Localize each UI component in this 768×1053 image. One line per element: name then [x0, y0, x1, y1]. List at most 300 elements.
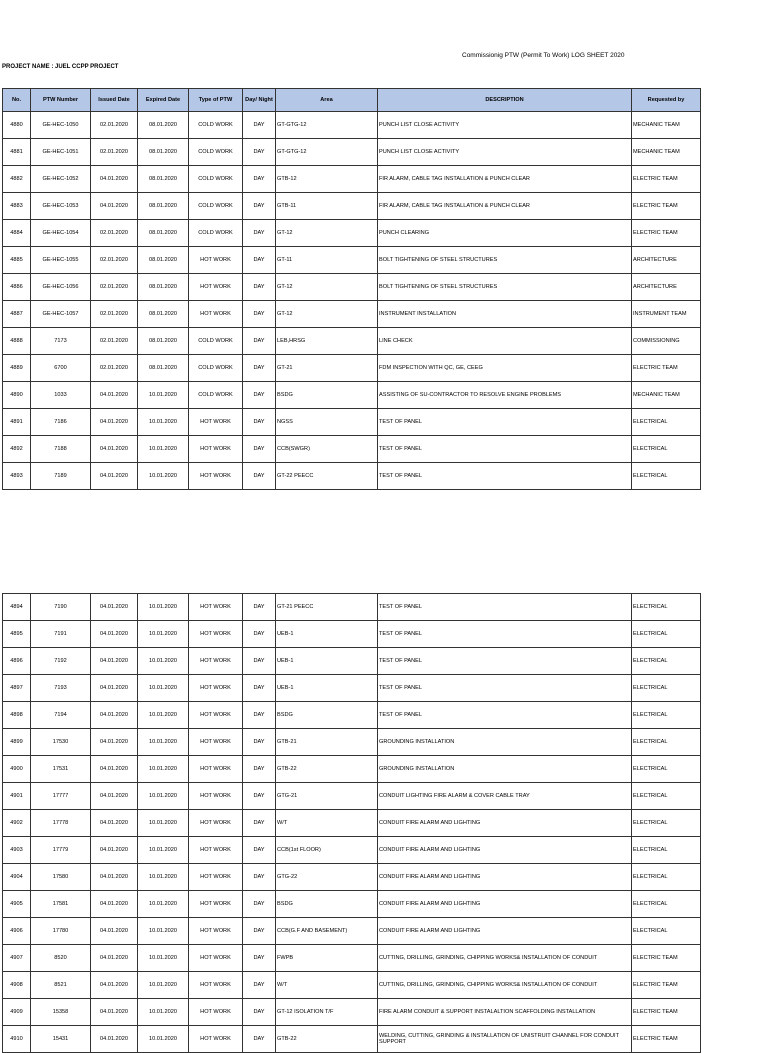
cell-day-night: DAY: [243, 193, 276, 220]
table-row: [3, 139, 701, 166]
header-type-of-ptw: Type of PTW: [189, 89, 243, 112]
cell-expired-date: 08.01.2020: [138, 166, 189, 193]
cell-type-of-ptw: COLD WORK: [189, 355, 243, 382]
cell-no: 4888: [3, 328, 31, 355]
cell-expired-date: 08.01.2020: [138, 220, 189, 247]
cell-requested-by: ELECTRIC TEAM: [632, 945, 701, 972]
cell-expired-date: 10.01.2020: [138, 702, 189, 729]
table-row: [3, 891, 701, 918]
ptw-log-table-top: [2, 88, 701, 490]
cell-no: 4893: [3, 463, 31, 490]
cell-requested-by: ELECTRIC TEAM: [632, 166, 701, 193]
table-row: [3, 112, 701, 139]
cell-area: GT-GTG-12: [276, 112, 378, 139]
cell-no: 4890: [3, 382, 31, 409]
cell-type-of-ptw: COLD WORK: [189, 139, 243, 166]
table-row: [3, 729, 701, 756]
table-row: [3, 675, 701, 702]
cell-description: PUNCH LIST CLOSE ACTIVITY: [378, 112, 632, 139]
cell-type-of-ptw: HOT WORK: [189, 837, 243, 864]
table-row: [3, 301, 701, 328]
cell-type-of-ptw: COLD WORK: [189, 220, 243, 247]
cell-issued-date: 02.01.2020: [91, 355, 138, 382]
cell-area: GT-11: [276, 247, 378, 274]
cell-type-of-ptw: HOT WORK: [189, 810, 243, 837]
cell-ptw-number: 17780: [31, 918, 91, 945]
cell-expired-date: 08.01.2020: [138, 193, 189, 220]
table-row: [3, 436, 701, 463]
cell-day-night: DAY: [243, 220, 276, 247]
cell-requested-by: INSTRUMENT TEAM: [632, 301, 701, 328]
cell-type-of-ptw: HOT WORK: [189, 594, 243, 621]
cell-description: FIR ALARM, CABLE TAG INSTALLATION & PUNCH CLEAR: [378, 193, 632, 220]
cell-type-of-ptw: HOT WORK: [189, 918, 243, 945]
table-row: [3, 274, 701, 301]
cell-ptw-number: 17530: [31, 729, 91, 756]
cell-expired-date: 10.01.2020: [138, 891, 189, 918]
cell-day-night: DAY: [243, 382, 276, 409]
table-row: [3, 945, 701, 972]
cell-type-of-ptw: COLD WORK: [189, 328, 243, 355]
cell-issued-date: 04.01.2020: [91, 891, 138, 918]
cell-issued-date: 02.01.2020: [91, 301, 138, 328]
cell-area: GT-GTG-12: [276, 139, 378, 166]
cell-ptw-number: 17580: [31, 864, 91, 891]
cell-ptw-number: 17779: [31, 837, 91, 864]
cell-expired-date: 10.01.2020: [138, 621, 189, 648]
cell-issued-date: 04.01.2020: [91, 382, 138, 409]
cell-requested-by: ELECTRICAL: [632, 436, 701, 463]
cell-no: 4882: [3, 166, 31, 193]
cell-area: NGSS: [276, 409, 378, 436]
cell-ptw-number: 8521: [31, 972, 91, 999]
cell-description: CONDUIT FIRE ALARM AND LIGHTING: [378, 810, 632, 837]
cell-requested-by: ELECTRICAL: [632, 864, 701, 891]
cell-issued-date: 04.01.2020: [91, 463, 138, 490]
cell-type-of-ptw: COLD WORK: [189, 166, 243, 193]
cell-day-night: DAY: [243, 436, 276, 463]
header-area: Area: [276, 89, 378, 112]
cell-description: INSTRUMENT INSTALLATION: [378, 301, 632, 328]
cell-description: ASSISTING OF SU-CONTRACTOR TO RESOLVE ENGINE PROBLEMS: [378, 382, 632, 409]
cell-description: CUTTING, DRILLING, GRINDING, CHIPPING WORKS& INSTALLATION OF CONDUIT: [378, 945, 632, 972]
cell-day-night: DAY: [243, 166, 276, 193]
cell-requested-by: ELECTRICAL: [632, 648, 701, 675]
cell-issued-date: 02.01.2020: [91, 328, 138, 355]
cell-ptw-number: GE-HEC-1050: [31, 112, 91, 139]
cell-ptw-number: 7193: [31, 675, 91, 702]
cell-no: 4880: [3, 112, 31, 139]
cell-type-of-ptw: HOT WORK: [189, 436, 243, 463]
cell-area: GT-21 PEECC: [276, 594, 378, 621]
cell-type-of-ptw: COLD WORK: [189, 112, 243, 139]
cell-ptw-number: GE-HEC-1057: [31, 301, 91, 328]
cell-description: CONDUIT FIRE ALARM AND LIGHTING: [378, 837, 632, 864]
cell-ptw-number: 7194: [31, 702, 91, 729]
cell-requested-by: ELECTRICAL: [632, 409, 701, 436]
cell-issued-date: 04.01.2020: [91, 648, 138, 675]
cell-requested-by: ELECTRICAL: [632, 810, 701, 837]
cell-type-of-ptw: HOT WORK: [189, 1026, 243, 1053]
cell-expired-date: 10.01.2020: [138, 864, 189, 891]
cell-description: GROUNDING INSTALLATION: [378, 756, 632, 783]
cell-expired-date: 08.01.2020: [138, 355, 189, 382]
cell-ptw-number: 15358: [31, 999, 91, 1026]
cell-issued-date: 04.01.2020: [91, 945, 138, 972]
table-row: [3, 783, 701, 810]
table-row: [3, 355, 701, 382]
cell-requested-by: ELECTRIC TEAM: [632, 999, 701, 1026]
cell-no: 4900: [3, 756, 31, 783]
cell-description: TEST OF PANEL: [378, 675, 632, 702]
cell-no: 4905: [3, 891, 31, 918]
cell-issued-date: 02.01.2020: [91, 220, 138, 247]
header-issued-date: Issued Date: [91, 89, 138, 112]
table-row: [3, 193, 701, 220]
cell-day-night: DAY: [243, 675, 276, 702]
cell-description: WELDING, CUTTING, GRINDING & INSTALLATION OF UNISTRUIT CHANNEL FOR CONDUIT SUPPORT: [378, 1026, 632, 1053]
cell-ptw-number: GE-HEC-1053: [31, 193, 91, 220]
cell-ptw-number: 7189: [31, 463, 91, 490]
cell-day-night: DAY: [243, 972, 276, 999]
cell-area: CCB(G.F AND BASEMENT): [276, 918, 378, 945]
header-no: No.: [3, 89, 31, 112]
cell-type-of-ptw: HOT WORK: [189, 247, 243, 274]
header-ptw-number: PTW Number: [31, 89, 91, 112]
cell-type-of-ptw: HOT WORK: [189, 864, 243, 891]
cell-description: PUNCH LIST CLOSE ACTIVITY: [378, 139, 632, 166]
cell-expired-date: 10.01.2020: [138, 1026, 189, 1053]
cell-requested-by: ELECTRIC TEAM: [632, 1026, 701, 1053]
cell-area: GT-12: [276, 220, 378, 247]
cell-area: GT-12 ISOLATION T/F: [276, 999, 378, 1026]
cell-expired-date: 10.01.2020: [138, 756, 189, 783]
table-row: [3, 328, 701, 355]
cell-expired-date: 10.01.2020: [138, 648, 189, 675]
cell-requested-by: COMMISSIONING: [632, 328, 701, 355]
cell-area: GT-12: [276, 274, 378, 301]
cell-description: CONDUIT FIRE ALARM AND LIGHTING: [378, 891, 632, 918]
cell-issued-date: 04.01.2020: [91, 193, 138, 220]
cell-day-night: DAY: [243, 945, 276, 972]
cell-expired-date: 10.01.2020: [138, 675, 189, 702]
cell-description: FIR ALARM, CABLE TAG INSTALLATION & PUNCH CLEAR: [378, 166, 632, 193]
cell-no: 4885: [3, 247, 31, 274]
cell-type-of-ptw: HOT WORK: [189, 972, 243, 999]
cell-type-of-ptw: HOT WORK: [189, 756, 243, 783]
ptw-log-table-bottom: [2, 593, 701, 1053]
cell-expired-date: 10.01.2020: [138, 918, 189, 945]
cell-requested-by: MECHANIC TEAM: [632, 382, 701, 409]
cell-type-of-ptw: HOT WORK: [189, 945, 243, 972]
cell-no: 4906: [3, 918, 31, 945]
cell-expired-date: 10.01.2020: [138, 729, 189, 756]
cell-no: 4891: [3, 409, 31, 436]
cell-issued-date: 02.01.2020: [91, 274, 138, 301]
cell-issued-date: 04.01.2020: [91, 972, 138, 999]
cell-area: FWPB: [276, 945, 378, 972]
cell-no: 4887: [3, 301, 31, 328]
cell-day-night: DAY: [243, 355, 276, 382]
cell-description: BOLT TIGHTENING OF STEEL STRUCTURES: [378, 247, 632, 274]
table-row: [3, 409, 701, 436]
cell-no: 4886: [3, 274, 31, 301]
cell-type-of-ptw: HOT WORK: [189, 621, 243, 648]
cell-day-night: DAY: [243, 621, 276, 648]
cell-type-of-ptw: HOT WORK: [189, 702, 243, 729]
cell-day-night: DAY: [243, 594, 276, 621]
cell-type-of-ptw: HOT WORK: [189, 891, 243, 918]
cell-issued-date: 04.01.2020: [91, 756, 138, 783]
cell-expired-date: 08.01.2020: [138, 247, 189, 274]
cell-day-night: DAY: [243, 409, 276, 436]
cell-area: GTB-22: [276, 756, 378, 783]
cell-expired-date: 08.01.2020: [138, 301, 189, 328]
cell-ptw-number: 7192: [31, 648, 91, 675]
cell-expired-date: 10.01.2020: [138, 837, 189, 864]
cell-day-night: DAY: [243, 247, 276, 274]
sheet-title: Commissionig PTW (Permit To Work) LOG SHEET 2020: [462, 52, 625, 59]
cell-area: GTB-12: [276, 166, 378, 193]
header-description: DESCRIPTION: [378, 89, 632, 112]
cell-no: 4904: [3, 864, 31, 891]
cell-area: UEB-1: [276, 648, 378, 675]
cell-day-night: DAY: [243, 301, 276, 328]
cell-day-night: DAY: [243, 729, 276, 756]
cell-requested-by: ELECTRICAL: [632, 891, 701, 918]
cell-no: 4896: [3, 648, 31, 675]
cell-type-of-ptw: HOT WORK: [189, 648, 243, 675]
cell-no: 4895: [3, 621, 31, 648]
cell-expired-date: 10.01.2020: [138, 436, 189, 463]
cell-description: CONDUIT FIRE ALARM AND LIGHTING: [378, 864, 632, 891]
cell-no: 4898: [3, 702, 31, 729]
cell-day-night: DAY: [243, 999, 276, 1026]
cell-day-night: DAY: [243, 810, 276, 837]
cell-day-night: DAY: [243, 112, 276, 139]
cell-requested-by: ELECTRICAL: [632, 594, 701, 621]
table-row: [3, 864, 701, 891]
cell-ptw-number: GE-HEC-1052: [31, 166, 91, 193]
table-row: [3, 756, 701, 783]
table-row: [3, 247, 701, 274]
cell-type-of-ptw: COLD WORK: [189, 382, 243, 409]
cell-requested-by: ELECTRICAL: [632, 702, 701, 729]
cell-area: GT-22 PEECC: [276, 463, 378, 490]
cell-day-night: DAY: [243, 891, 276, 918]
cell-day-night: DAY: [243, 328, 276, 355]
cell-day-night: DAY: [243, 463, 276, 490]
cell-expired-date: 10.01.2020: [138, 409, 189, 436]
cell-issued-date: 04.01.2020: [91, 864, 138, 891]
cell-type-of-ptw: HOT WORK: [189, 783, 243, 810]
table-row: [3, 220, 701, 247]
cell-type-of-ptw: HOT WORK: [189, 463, 243, 490]
cell-expired-date: 10.01.2020: [138, 810, 189, 837]
cell-description: TEST OF PANEL: [378, 648, 632, 675]
table-row: [3, 837, 701, 864]
cell-expired-date: 10.01.2020: [138, 945, 189, 972]
cell-ptw-number: GE-HEC-1054: [31, 220, 91, 247]
cell-issued-date: 04.01.2020: [91, 918, 138, 945]
cell-issued-date: 04.01.2020: [91, 783, 138, 810]
cell-issued-date: 02.01.2020: [91, 139, 138, 166]
cell-requested-by: ELECTRICAL: [632, 837, 701, 864]
table-header-row: [3, 89, 701, 112]
cell-ptw-number: GE-HEC-1051: [31, 139, 91, 166]
cell-day-night: DAY: [243, 139, 276, 166]
cell-ptw-number: 7191: [31, 621, 91, 648]
cell-issued-date: 04.01.2020: [91, 436, 138, 463]
cell-ptw-number: GE-HEC-1056: [31, 274, 91, 301]
cell-ptw-number: 17777: [31, 783, 91, 810]
cell-description: TEST OF PANEL: [378, 409, 632, 436]
cell-requested-by: MECHANIC TEAM: [632, 112, 701, 139]
cell-type-of-ptw: HOT WORK: [189, 999, 243, 1026]
cell-expired-date: 08.01.2020: [138, 112, 189, 139]
cell-requested-by: ELECTRIC TEAM: [632, 972, 701, 999]
cell-ptw-number: 7173: [31, 328, 91, 355]
cell-area: BSDG: [276, 702, 378, 729]
cell-issued-date: 04.01.2020: [91, 166, 138, 193]
cell-area: CCB(1st FLOOR): [276, 837, 378, 864]
cell-description: FIRE ALARM CONDUIT & SUPPORT INSTALALTION SCAFFOLDING INSTALLATION: [378, 999, 632, 1026]
cell-ptw-number: 8520: [31, 945, 91, 972]
cell-description: CONDUIT LIGHTING FIRE ALARM & COVER CABLE TRAY: [378, 783, 632, 810]
cell-no: 4881: [3, 139, 31, 166]
cell-area: GTB-11: [276, 193, 378, 220]
cell-description: LINE CHECK: [378, 328, 632, 355]
cell-type-of-ptw: COLD WORK: [189, 193, 243, 220]
cell-expired-date: 10.01.2020: [138, 594, 189, 621]
table-row: [3, 594, 701, 621]
cell-ptw-number: 7190: [31, 594, 91, 621]
cell-day-night: DAY: [243, 702, 276, 729]
cell-requested-by: ARCHITECTURE: [632, 247, 701, 274]
cell-expired-date: 10.01.2020: [138, 999, 189, 1026]
cell-expired-date: 10.01.2020: [138, 463, 189, 490]
cell-issued-date: 04.01.2020: [91, 594, 138, 621]
cell-area: LEB,HRSG: [276, 328, 378, 355]
cell-expired-date: 08.01.2020: [138, 274, 189, 301]
cell-issued-date: 04.01.2020: [91, 675, 138, 702]
cell-issued-date: 04.01.2020: [91, 729, 138, 756]
cell-requested-by: ELECTRIC TEAM: [632, 220, 701, 247]
cell-area: BSDG: [276, 891, 378, 918]
cell-area: GTG-22: [276, 864, 378, 891]
table-row: [3, 621, 701, 648]
table-row: [3, 918, 701, 945]
cell-description: FDM INSPECTION WITH QC, GE, CEEG: [378, 355, 632, 382]
cell-issued-date: 02.01.2020: [91, 112, 138, 139]
cell-day-night: DAY: [243, 783, 276, 810]
cell-ptw-number: GE-HEC-1055: [31, 247, 91, 274]
cell-requested-by: ELECTRICAL: [632, 463, 701, 490]
cell-requested-by: ELECTRICAL: [632, 783, 701, 810]
cell-day-night: DAY: [243, 918, 276, 945]
cell-no: 4907: [3, 945, 31, 972]
cell-ptw-number: 1033: [31, 382, 91, 409]
table-row: [3, 972, 701, 999]
cell-no: 4883: [3, 193, 31, 220]
cell-expired-date: 08.01.2020: [138, 139, 189, 166]
cell-no: 4903: [3, 837, 31, 864]
table-row: [3, 463, 701, 490]
cell-no: 4899: [3, 729, 31, 756]
cell-day-night: DAY: [243, 1026, 276, 1053]
cell-expired-date: 08.01.2020: [138, 328, 189, 355]
cell-issued-date: 04.01.2020: [91, 621, 138, 648]
cell-day-night: DAY: [243, 756, 276, 783]
cell-description: CONDUIT FIRE ALARM AND LIGHTING: [378, 918, 632, 945]
cell-description: CUTTING, DRILLING, GRINDING, CHIPPING WORKS& INSTALLATION OF CONDUIT: [378, 972, 632, 999]
cell-type-of-ptw: HOT WORK: [189, 409, 243, 436]
cell-day-night: DAY: [243, 274, 276, 301]
cell-ptw-number: 17778: [31, 810, 91, 837]
cell-description: TEST OF PANEL: [378, 463, 632, 490]
cell-ptw-number: 6700: [31, 355, 91, 382]
cell-issued-date: 04.01.2020: [91, 409, 138, 436]
cell-expired-date: 10.01.2020: [138, 382, 189, 409]
cell-requested-by: ELECTRIC TEAM: [632, 355, 701, 382]
cell-issued-date: 04.01.2020: [91, 837, 138, 864]
cell-requested-by: MECHANIC TEAM: [632, 139, 701, 166]
cell-requested-by: ELECTRICAL: [632, 729, 701, 756]
cell-area: BSDG: [276, 382, 378, 409]
header-requested-by: Requested by: [632, 89, 701, 112]
table-row: [3, 166, 701, 193]
table-row: [3, 382, 701, 409]
cell-area: UEB-1: [276, 621, 378, 648]
cell-requested-by: ELECTRICAL: [632, 918, 701, 945]
cell-ptw-number: 17531: [31, 756, 91, 783]
cell-no: 4894: [3, 594, 31, 621]
cell-area: GTB-21: [276, 729, 378, 756]
cell-issued-date: 04.01.2020: [91, 810, 138, 837]
cell-ptw-number: 7188: [31, 436, 91, 463]
cell-area: GTG-21: [276, 783, 378, 810]
cell-no: 4909: [3, 999, 31, 1026]
cell-area: UEB-1: [276, 675, 378, 702]
cell-requested-by: ARCHITECTURE: [632, 274, 701, 301]
cell-day-night: DAY: [243, 837, 276, 864]
cell-requested-by: ELECTRICAL: [632, 675, 701, 702]
table-row: [3, 702, 701, 729]
cell-description: TEST OF PANEL: [378, 594, 632, 621]
cell-no: 4897: [3, 675, 31, 702]
project-name: PROJECT NAME : JUEL CCPP PROJECT: [2, 64, 119, 70]
cell-expired-date: 10.01.2020: [138, 972, 189, 999]
cell-issued-date: 04.01.2020: [91, 999, 138, 1026]
cell-requested-by: ELECTRICAL: [632, 756, 701, 783]
cell-area: W/T: [276, 810, 378, 837]
cell-ptw-number: 7186: [31, 409, 91, 436]
cell-no: 4908: [3, 972, 31, 999]
cell-issued-date: 04.01.2020: [91, 1026, 138, 1053]
cell-description: TEST OF PANEL: [378, 702, 632, 729]
cell-description: PUNCH CLEARING: [378, 220, 632, 247]
cell-type-of-ptw: HOT WORK: [189, 301, 243, 328]
cell-type-of-ptw: HOT WORK: [189, 274, 243, 301]
cell-ptw-number: 17581: [31, 891, 91, 918]
cell-area: CCB(SWGR): [276, 436, 378, 463]
cell-no: 4892: [3, 436, 31, 463]
table-row: [3, 999, 701, 1026]
cell-requested-by: ELECTRICAL: [632, 621, 701, 648]
cell-type-of-ptw: HOT WORK: [189, 675, 243, 702]
cell-description: TEST OF PANEL: [378, 621, 632, 648]
cell-ptw-number: 15431: [31, 1026, 91, 1053]
